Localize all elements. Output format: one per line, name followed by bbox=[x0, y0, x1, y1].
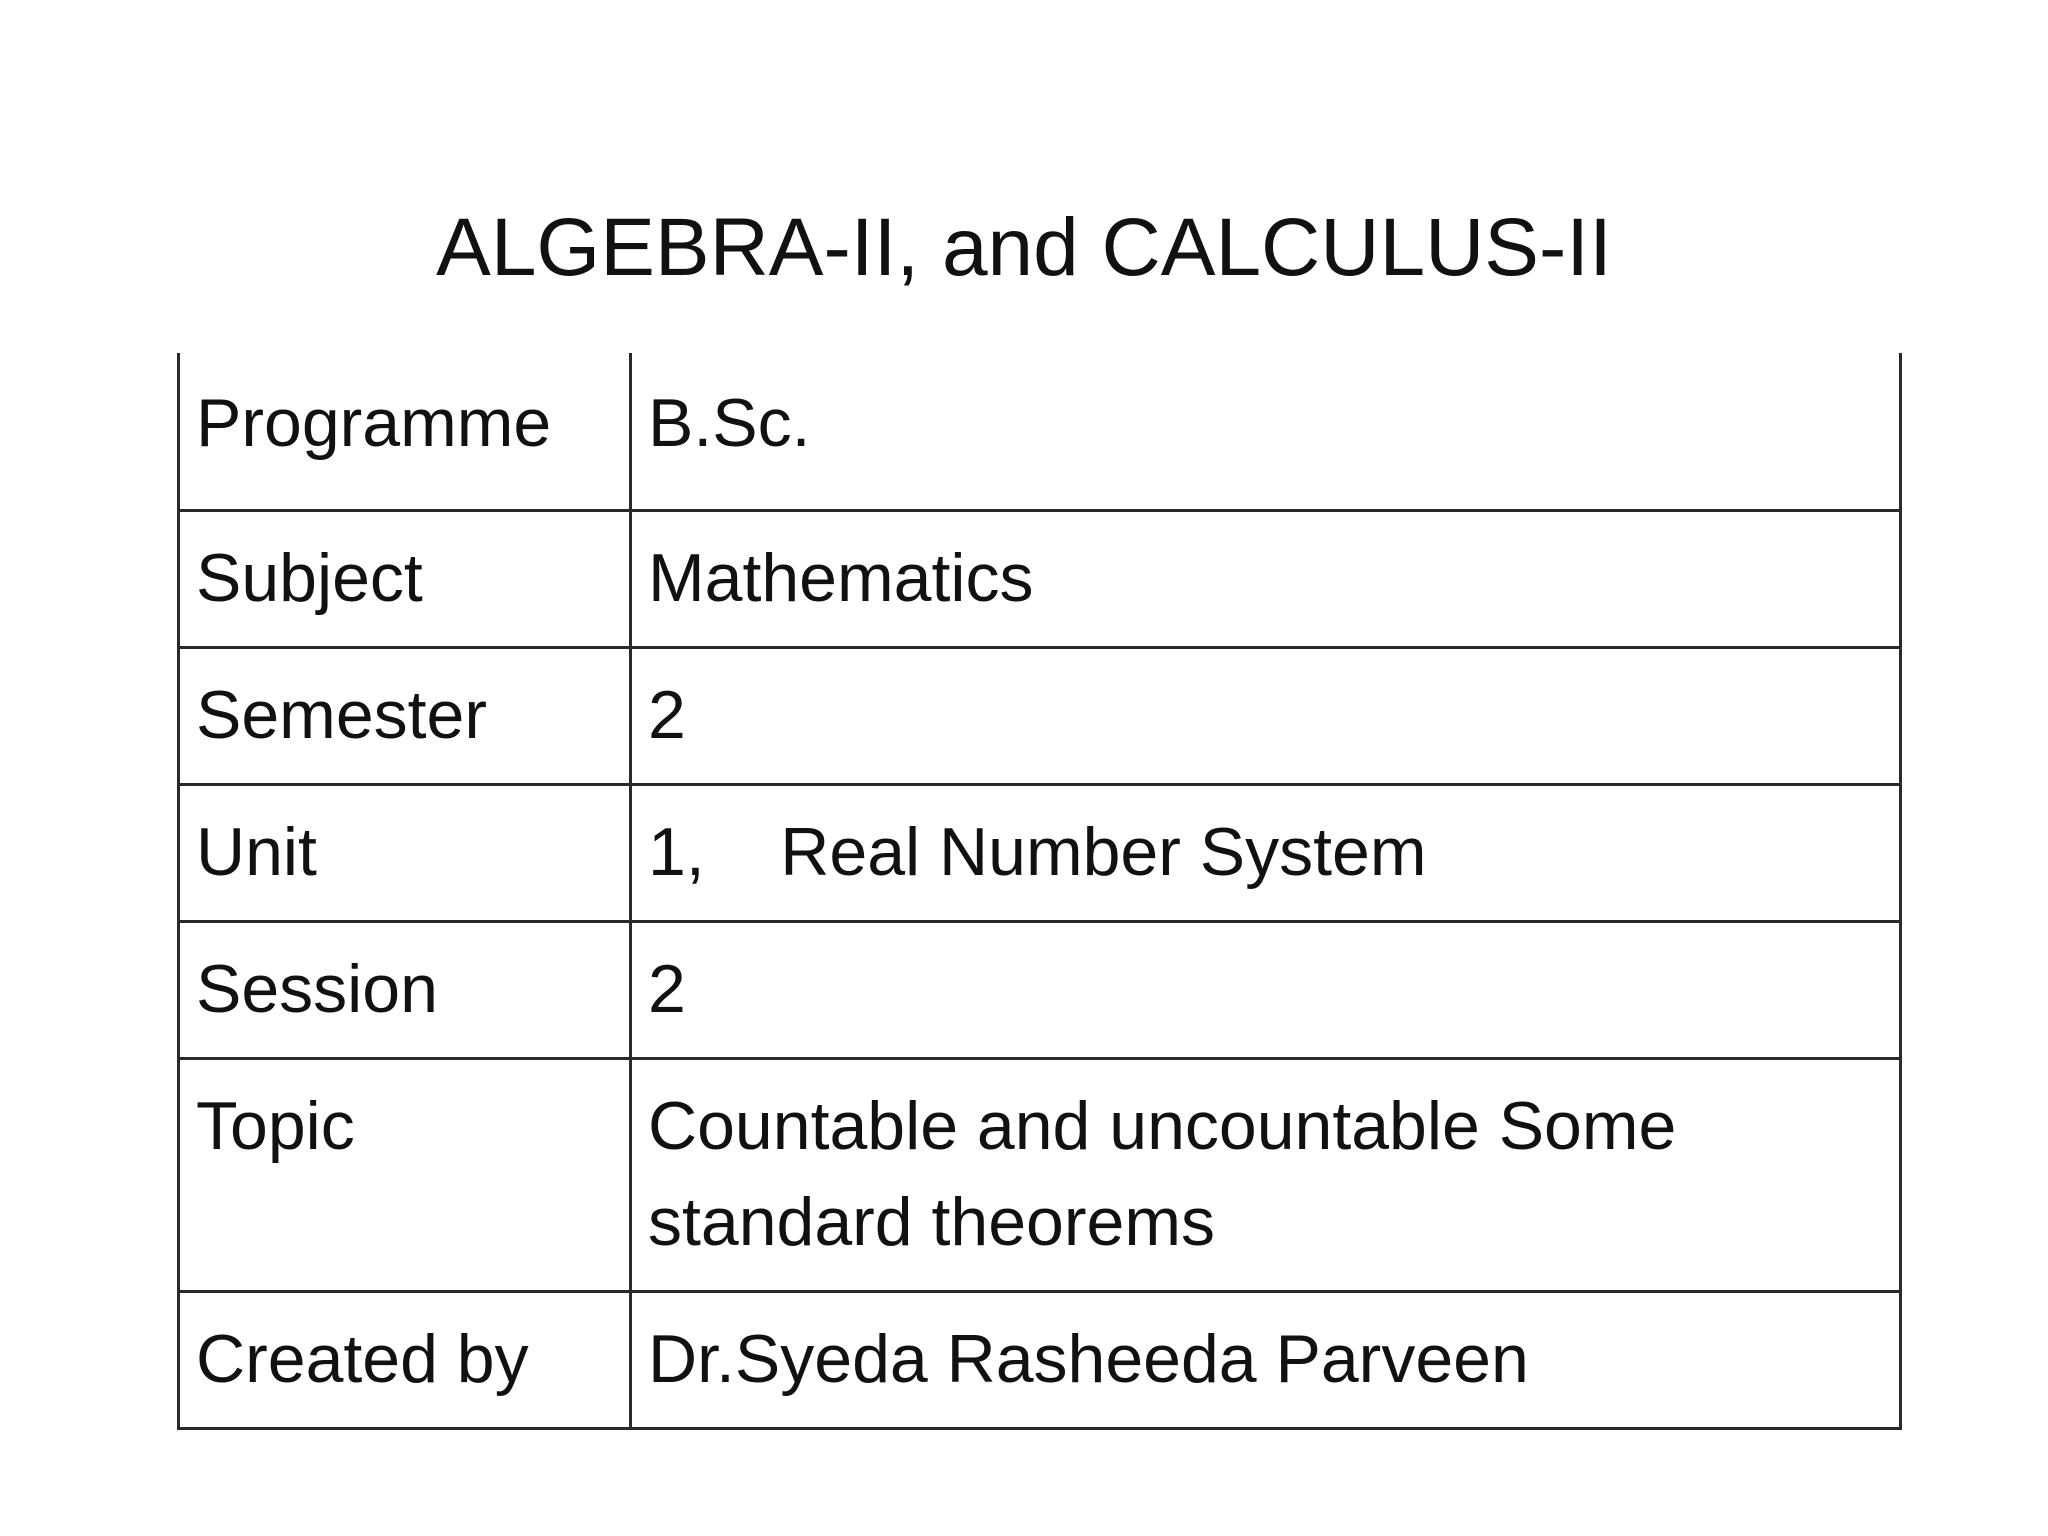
row-value: Mathematics bbox=[631, 510, 1901, 647]
row-label: Programme bbox=[179, 353, 631, 510]
row-value: 1, Real Number System bbox=[631, 784, 1901, 921]
row-value: 2 bbox=[631, 647, 1901, 784]
row-label: Created by bbox=[179, 1291, 631, 1428]
row-label: Topic bbox=[179, 1058, 631, 1291]
table-row-session bbox=[179, 921, 1901, 1058]
row-value: Countable and uncountable Some standard theorems bbox=[631, 1058, 1901, 1291]
row-label: Semester bbox=[179, 647, 631, 784]
table-row-semester bbox=[179, 647, 1901, 784]
table-row-programme bbox=[179, 353, 1901, 510]
row-label: Subject bbox=[179, 510, 631, 647]
row-value: 2 bbox=[631, 921, 1901, 1058]
table-row-subject bbox=[179, 510, 1901, 647]
course-info-table bbox=[177, 353, 1902, 1430]
table-row-topic bbox=[179, 1058, 1901, 1291]
row-value: B.Sc. bbox=[631, 353, 1901, 510]
row-label: Unit bbox=[179, 784, 631, 921]
slide-title: ALGEBRA-II, and CALCULUS-II bbox=[436, 202, 1612, 293]
table-row-created-by bbox=[179, 1291, 1901, 1428]
row-value: Dr.Syeda Rasheeda Parveen bbox=[631, 1291, 1901, 1428]
row-label: Session bbox=[179, 921, 631, 1058]
table-row-unit bbox=[179, 784, 1901, 921]
